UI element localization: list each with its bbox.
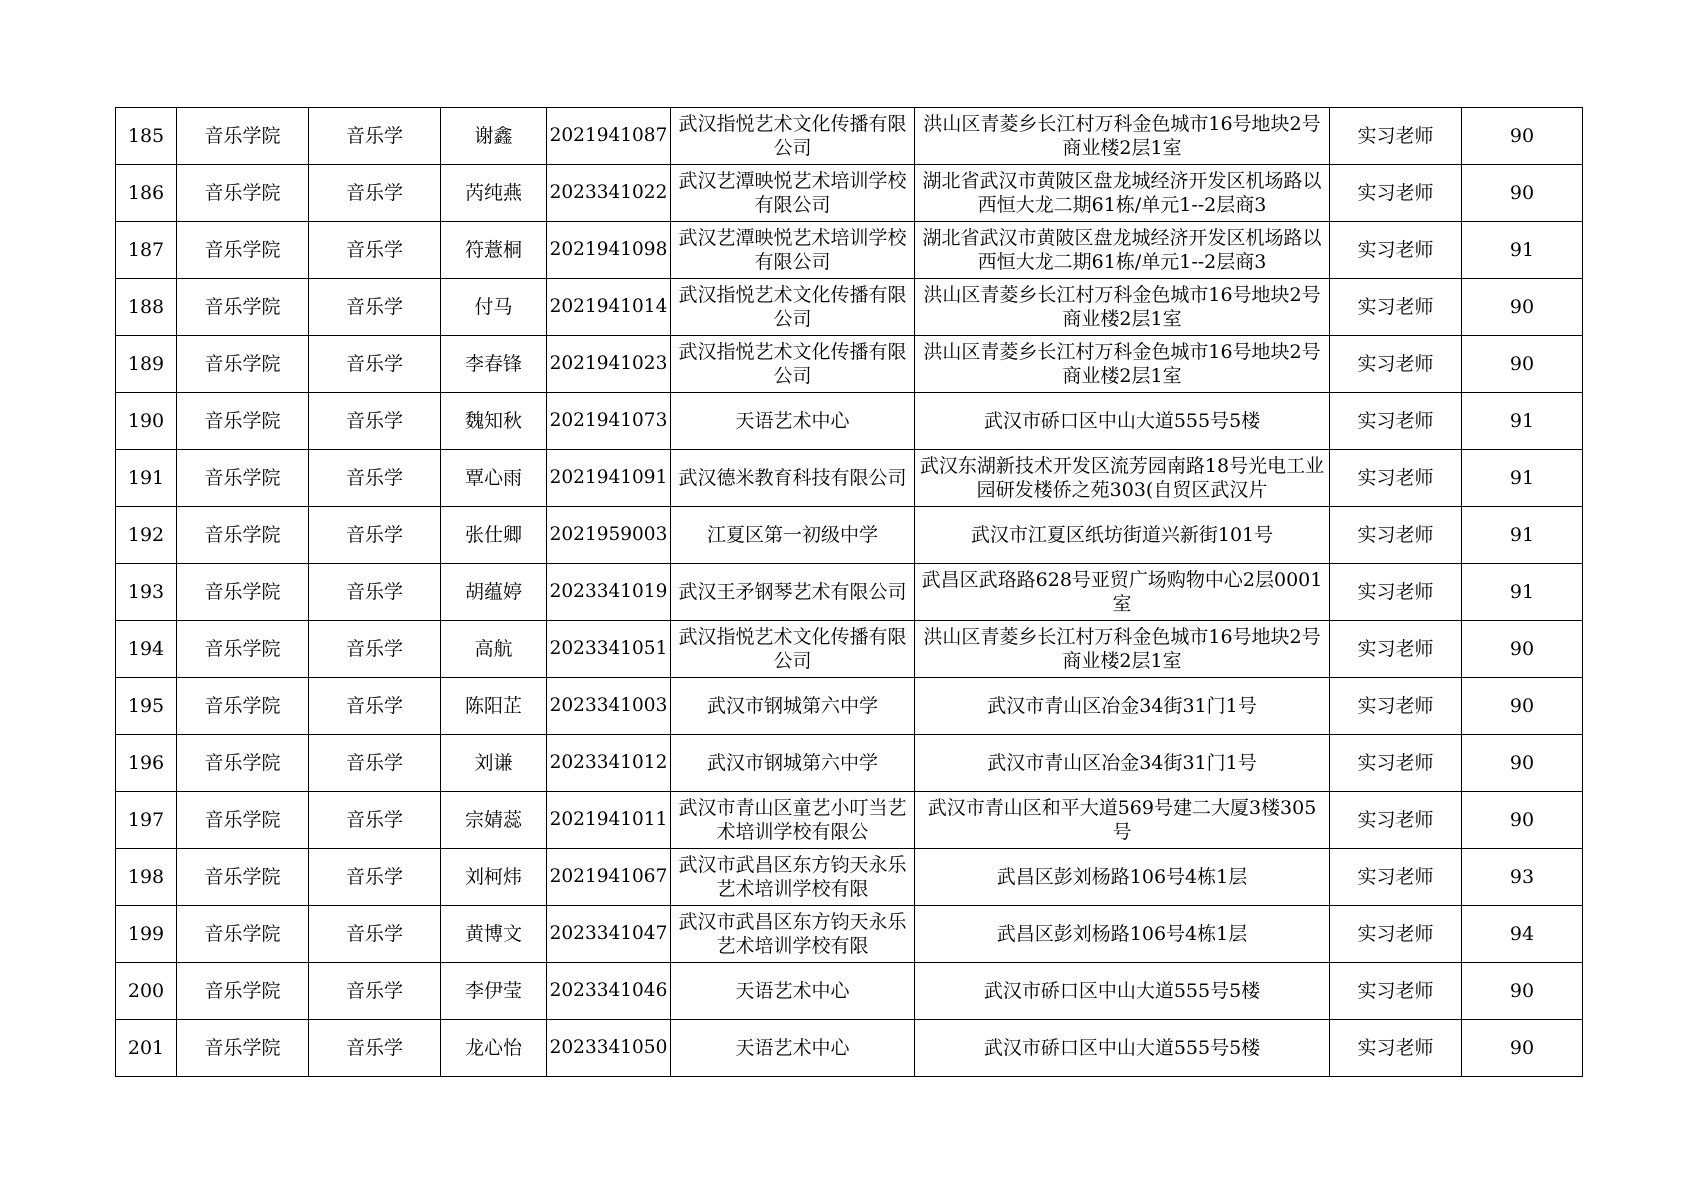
table-body <box>116 108 1583 1077</box>
row-number-cell: 193 <box>116 564 177 621</box>
student-id-cell: 2021941011 <box>547 792 671 849</box>
student-name-cell: 刘柯炜 <box>441 849 547 906</box>
table-row <box>116 735 1583 792</box>
student-id-cell: 2021959003 <box>547 507 671 564</box>
major-cell: 音乐学 <box>309 279 441 336</box>
student-name-cell: 魏知秋 <box>441 393 547 450</box>
company-text: 武汉指悦艺术文化传播有限公司 <box>678 284 907 330</box>
student-name-cell: 龙心怡 <box>441 1020 547 1077</box>
table-row <box>116 393 1583 450</box>
college-cell: 音乐学院 <box>177 279 309 336</box>
college-cell: 音乐学院 <box>177 1020 309 1077</box>
table-row <box>116 792 1583 849</box>
company-text: 武汉市青山区童艺小叮当艺术培训学校有限公 <box>678 797 907 843</box>
college-cell: 音乐学院 <box>177 735 309 792</box>
company-cell <box>671 108 915 165</box>
address-text: 洪山区青菱乡长江村万科金色城市16号地块2号商业楼2层1室 <box>923 284 1321 330</box>
internship-table <box>115 107 1583 1077</box>
company-text: 武汉市钢城第六中学 <box>706 752 878 774</box>
student-id-cell: 2023341022 <box>547 165 671 222</box>
college-cell: 音乐学院 <box>177 621 309 678</box>
student-id-cell: 2021941014 <box>547 279 671 336</box>
major-cell: 音乐学 <box>309 963 441 1020</box>
address-cell <box>915 564 1330 621</box>
address-cell <box>915 1020 1330 1077</box>
score-cell: 91 <box>1462 393 1583 450</box>
role-cell: 实习老师 <box>1330 1020 1462 1077</box>
student-id-cell: 2023341012 <box>547 735 671 792</box>
major-cell: 音乐学 <box>309 222 441 279</box>
address-cell <box>915 507 1330 564</box>
row-number-cell: 186 <box>116 165 177 222</box>
address-text: 洪山区青菱乡长江村万科金色城市16号地块2号商业楼2层1室 <box>923 113 1321 159</box>
role-cell: 实习老师 <box>1330 279 1462 336</box>
table-row <box>116 279 1583 336</box>
role-cell: 实习老师 <box>1330 450 1462 507</box>
student-id-cell: 2023341051 <box>547 621 671 678</box>
student-id-cell: 2023341047 <box>547 906 671 963</box>
student-name-cell: 芮纯燕 <box>441 165 547 222</box>
student-name-cell: 覃心雨 <box>441 450 547 507</box>
address-cell <box>915 792 1330 849</box>
table-row <box>116 621 1583 678</box>
college-cell: 音乐学院 <box>177 108 309 165</box>
major-cell: 音乐学 <box>309 507 441 564</box>
major-cell: 音乐学 <box>309 450 441 507</box>
address-text: 洪山区青菱乡长江村万科金色城市16号地块2号商业楼2层1室 <box>923 626 1321 672</box>
row-number-cell: 195 <box>116 678 177 735</box>
score-cell: 90 <box>1462 792 1583 849</box>
address-text: 武汉市青山区冶金34街31门1号 <box>987 695 1257 717</box>
student-name-cell: 付马 <box>441 279 547 336</box>
address-cell <box>915 279 1330 336</box>
address-text: 武汉市硚口区中山大道555号5楼 <box>983 410 1261 432</box>
college-cell: 音乐学院 <box>177 678 309 735</box>
major-cell: 音乐学 <box>309 393 441 450</box>
student-name-cell: 李伊莹 <box>441 963 547 1020</box>
college-cell: 音乐学院 <box>177 507 309 564</box>
row-number-cell: 201 <box>116 1020 177 1077</box>
company-cell <box>671 222 915 279</box>
college-cell: 音乐学院 <box>177 393 309 450</box>
row-number-cell: 192 <box>116 507 177 564</box>
company-cell <box>671 849 915 906</box>
student-id-cell: 2023341050 <box>547 1020 671 1077</box>
role-cell: 实习老师 <box>1330 108 1462 165</box>
college-cell: 音乐学院 <box>177 792 309 849</box>
major-cell: 音乐学 <box>309 108 441 165</box>
role-cell: 实习老师 <box>1330 564 1462 621</box>
student-id-cell: 2023341019 <box>547 564 671 621</box>
role-cell: 实习老师 <box>1330 963 1462 1020</box>
company-text: 武汉艺潭映悦艺术培训学校有限公司 <box>678 170 907 216</box>
row-number-cell: 190 <box>116 393 177 450</box>
company-text: 武汉德米教育科技有限公司 <box>678 467 907 489</box>
score-cell: 90 <box>1462 1020 1583 1077</box>
company-cell <box>671 279 915 336</box>
score-cell: 91 <box>1462 222 1583 279</box>
address-cell <box>915 393 1330 450</box>
role-cell: 实习老师 <box>1330 792 1462 849</box>
college-cell: 音乐学院 <box>177 450 309 507</box>
role-cell: 实习老师 <box>1330 507 1462 564</box>
company-text: 武汉指悦艺术文化传播有限公司 <box>678 113 907 159</box>
score-cell: 90 <box>1462 621 1583 678</box>
student-name-cell: 李春锋 <box>441 336 547 393</box>
table-row <box>116 678 1583 735</box>
company-text: 武汉艺潭映悦艺术培训学校有限公司 <box>678 227 907 273</box>
row-number-cell: 194 <box>116 621 177 678</box>
address-text: 武汉东湖新技术开发区流芳园南路18号光电工业园研发楼侨之苑303(自贸区武汉片 <box>919 455 1325 501</box>
company-cell <box>671 564 915 621</box>
address-text: 武汉市青山区冶金34街31门1号 <box>987 752 1257 774</box>
major-cell: 音乐学 <box>309 906 441 963</box>
role-cell: 实习老师 <box>1330 393 1462 450</box>
college-cell: 音乐学院 <box>177 849 309 906</box>
role-cell: 实习老师 <box>1330 735 1462 792</box>
address-text: 武汉市硚口区中山大道555号5楼 <box>983 1037 1261 1059</box>
address-cell <box>915 849 1330 906</box>
role-cell: 实习老师 <box>1330 678 1462 735</box>
college-cell: 音乐学院 <box>177 165 309 222</box>
major-cell: 音乐学 <box>309 735 441 792</box>
company-text: 武汉市武昌区东方钧天永乐艺术培训学校有限 <box>678 911 907 957</box>
address-cell <box>915 963 1330 1020</box>
address-cell <box>915 678 1330 735</box>
score-cell: 94 <box>1462 906 1583 963</box>
major-cell: 音乐学 <box>309 678 441 735</box>
role-cell: 实习老师 <box>1330 849 1462 906</box>
role-cell: 实习老师 <box>1330 222 1462 279</box>
row-number-cell: 200 <box>116 963 177 1020</box>
student-id-cell: 2021941067 <box>547 849 671 906</box>
score-cell: 90 <box>1462 735 1583 792</box>
row-number-cell: 189 <box>116 336 177 393</box>
address-text: 武汉市江夏区纸坊街道兴新街101号 <box>970 524 1274 546</box>
score-cell: 90 <box>1462 108 1583 165</box>
major-cell: 音乐学 <box>309 1020 441 1077</box>
row-number-cell: 197 <box>116 792 177 849</box>
student-id-cell: 2021941098 <box>547 222 671 279</box>
row-number-cell: 199 <box>116 906 177 963</box>
major-cell: 音乐学 <box>309 564 441 621</box>
student-name-cell: 陈阳芷 <box>441 678 547 735</box>
score-cell: 93 <box>1462 849 1583 906</box>
role-cell: 实习老师 <box>1330 906 1462 963</box>
address-cell <box>915 108 1330 165</box>
address-text: 洪山区青菱乡长江村万科金色城市16号地块2号商业楼2层1室 <box>923 341 1321 387</box>
table-row <box>116 108 1583 165</box>
company-text: 天语艺术中心 <box>735 410 850 432</box>
company-text: 江夏区第一初级中学 <box>706 524 878 546</box>
score-cell: 90 <box>1462 336 1583 393</box>
table-row <box>116 222 1583 279</box>
company-cell <box>671 735 915 792</box>
student-name-cell: 宗婧蕊 <box>441 792 547 849</box>
student-id-cell: 2021941023 <box>547 336 671 393</box>
row-number-cell: 191 <box>116 450 177 507</box>
company-cell <box>671 450 915 507</box>
major-cell: 音乐学 <box>309 621 441 678</box>
score-cell: 91 <box>1462 564 1583 621</box>
table-row <box>116 1020 1583 1077</box>
table-row <box>116 336 1583 393</box>
college-cell: 音乐学院 <box>177 222 309 279</box>
college-cell: 音乐学院 <box>177 906 309 963</box>
company-cell <box>671 963 915 1020</box>
address-text: 武昌区彭刘杨路106号4栋1层 <box>996 923 1248 945</box>
address-cell <box>915 165 1330 222</box>
company-text: 武汉市钢城第六中学 <box>706 695 878 717</box>
college-cell: 音乐学院 <box>177 963 309 1020</box>
role-cell: 实习老师 <box>1330 621 1462 678</box>
student-id-cell: 2021941087 <box>547 108 671 165</box>
address-cell <box>915 336 1330 393</box>
score-cell: 90 <box>1462 963 1583 1020</box>
company-cell <box>671 336 915 393</box>
company-cell <box>671 1020 915 1077</box>
role-cell: 实习老师 <box>1330 165 1462 222</box>
score-cell: 91 <box>1462 507 1583 564</box>
address-cell <box>915 222 1330 279</box>
company-text: 武汉指悦艺术文化传播有限公司 <box>678 341 907 387</box>
address-text: 武昌区彭刘杨路106号4栋1层 <box>996 866 1248 888</box>
table-row <box>116 849 1583 906</box>
address-cell <box>915 735 1330 792</box>
student-name-cell: 张仕卿 <box>441 507 547 564</box>
row-number-cell: 196 <box>116 735 177 792</box>
company-cell <box>671 621 915 678</box>
student-id-cell: 2021941073 <box>547 393 671 450</box>
address-cell <box>915 621 1330 678</box>
table-row <box>116 507 1583 564</box>
score-cell: 91 <box>1462 450 1583 507</box>
student-name-cell: 黄博文 <box>441 906 547 963</box>
student-id-cell: 2021941091 <box>547 450 671 507</box>
company-cell <box>671 792 915 849</box>
address-text: 武汉市青山区和平大道569号建二大厦3楼305号 <box>927 797 1317 843</box>
student-name-cell: 胡蕴婷 <box>441 564 547 621</box>
score-cell: 90 <box>1462 678 1583 735</box>
company-cell <box>671 906 915 963</box>
company-text: 天语艺术中心 <box>735 1037 850 1059</box>
table-row <box>116 906 1583 963</box>
score-cell: 90 <box>1462 279 1583 336</box>
major-cell: 音乐学 <box>309 849 441 906</box>
table-row <box>116 564 1583 621</box>
major-cell: 音乐学 <box>309 792 441 849</box>
row-number-cell: 187 <box>116 222 177 279</box>
address-text: 武汉市硚口区中山大道555号5楼 <box>983 980 1261 1002</box>
major-cell: 音乐学 <box>309 336 441 393</box>
row-number-cell: 185 <box>116 108 177 165</box>
major-cell: 音乐学 <box>309 165 441 222</box>
student-name-cell: 刘谦 <box>441 735 547 792</box>
student-id-cell: 2023341046 <box>547 963 671 1020</box>
company-text: 武汉王矛钢琴艺术有限公司 <box>678 581 907 603</box>
address-text: 湖北省武汉市黄陂区盘龙城经济开发区机场路以西恒大龙二期61栋/单元1--2层商3 <box>922 170 1322 216</box>
address-cell <box>915 450 1330 507</box>
college-cell: 音乐学院 <box>177 564 309 621</box>
table-row <box>116 963 1583 1020</box>
student-name-cell: 谢鑫 <box>441 108 547 165</box>
role-cell: 实习老师 <box>1330 336 1462 393</box>
address-text: 湖北省武汉市黄陂区盘龙城经济开发区机场路以西恒大龙二期61栋/单元1--2层商3 <box>922 227 1322 273</box>
table-row <box>116 165 1583 222</box>
score-cell: 90 <box>1462 165 1583 222</box>
student-name-cell: 高航 <box>441 621 547 678</box>
student-name-cell: 符薏桐 <box>441 222 547 279</box>
company-cell <box>671 678 915 735</box>
table-row <box>116 450 1583 507</box>
company-cell <box>671 393 915 450</box>
address-cell <box>915 906 1330 963</box>
company-cell <box>671 507 915 564</box>
college-cell: 音乐学院 <box>177 336 309 393</box>
row-number-cell: 188 <box>116 279 177 336</box>
company-text: 武汉市武昌区东方钧天永乐艺术培训学校有限 <box>678 854 907 900</box>
company-text: 天语艺术中心 <box>735 980 850 1002</box>
student-id-cell: 2023341003 <box>547 678 671 735</box>
company-cell <box>671 165 915 222</box>
company-text: 武汉指悦艺术文化传播有限公司 <box>678 626 907 672</box>
row-number-cell: 198 <box>116 849 177 906</box>
address-text: 武昌区武珞路628号亚贸广场购物中心2层0001室 <box>921 569 1323 615</box>
